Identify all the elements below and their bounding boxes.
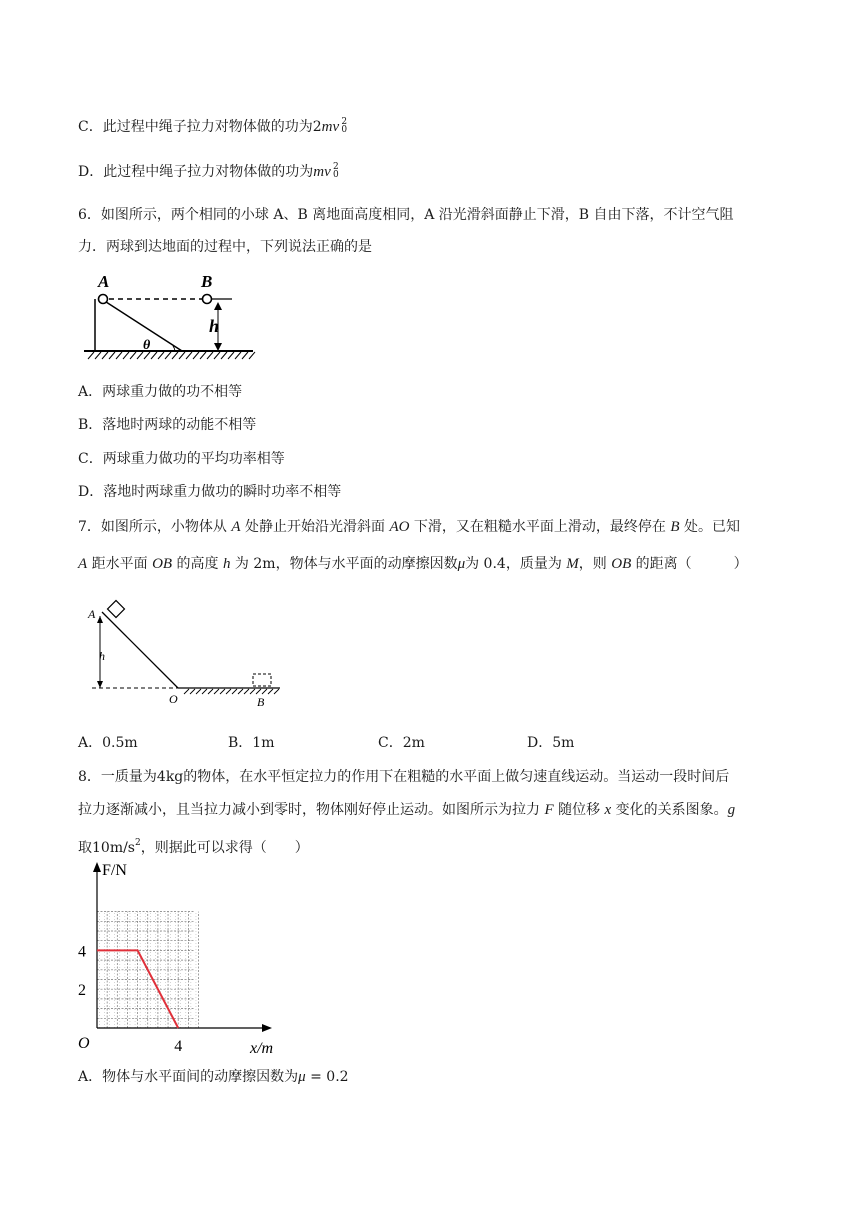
q7-text: ，则: [578, 556, 612, 572]
q7-stem-line2: [78, 554, 748, 574]
ground-hatch: [226, 689, 231, 694]
q7-text: 的高度: [172, 556, 223, 572]
q5-option-c-sub: 0: [341, 125, 348, 135]
q8-text: ，则据此可以求得（ ）: [140, 840, 309, 856]
origin-label: O: [78, 1035, 90, 1052]
q7-var-h: h: [222, 556, 231, 572]
q8-var-x: x: [604, 802, 612, 818]
q6-option-a: A．两球重力做的功不相等: [78, 384, 243, 400]
ground-hatch: [123, 352, 129, 359]
q8-stem-line3: [78, 833, 309, 858]
q8-text: 变化的关系图象。: [611, 802, 728, 818]
ground-hatch: [202, 689, 207, 694]
ground-hatch: [102, 352, 108, 359]
q7-var-a: A: [231, 519, 241, 535]
ground-hatch: [256, 689, 261, 694]
q7-option-d: D．5m: [527, 735, 575, 751]
q5-option-d-v: v: [324, 164, 331, 180]
q7-stem-line1: [78, 517, 740, 537]
q6-label-h: h: [209, 316, 220, 336]
ground-hatch: [220, 689, 225, 694]
q8-option-a-text: A．物体与水平面间的动摩擦因数为: [78, 1069, 299, 1085]
q7-var-ao: AO: [389, 519, 410, 535]
q7-var-b: B: [670, 519, 680, 535]
ground-hatch: [235, 352, 241, 359]
ground-hatch: [274, 689, 279, 694]
q7-text: 的距离（ ）: [631, 556, 748, 572]
ground-hatch: [144, 352, 150, 359]
ground-hatch: [137, 352, 143, 359]
q6-label-b: B: [201, 272, 213, 291]
q6-figure: [78, 270, 263, 360]
ground-hatch: [184, 689, 189, 694]
ground-hatch: [186, 352, 192, 359]
ground-hatch: [196, 689, 201, 694]
q7-option-a: A．0.5m: [78, 735, 138, 751]
q7-block: [108, 601, 125, 618]
ground-hatch: [130, 352, 136, 359]
x-tick-label: 4: [174, 1038, 183, 1055]
ground-hatch: [228, 352, 234, 359]
q6-option-c: C．两球重力做功的平均功率相等: [78, 451, 285, 467]
ground-hatch: [116, 352, 122, 359]
ground-hatch: [214, 352, 220, 359]
ground-hatch: [207, 352, 213, 359]
ground-hatch: [165, 352, 171, 359]
q6-label-theta: θ: [143, 338, 151, 353]
ground-hatch: [214, 689, 219, 694]
q6-stem-line1: 6．如图所示，两个相同的小球 A、B 离地面高度相同，A 沿光滑斜面静止下滑，B 自由下落，不计空气阻: [78, 207, 734, 223]
q7-text: 为 2m，物体与水平面的动摩擦因数: [230, 556, 458, 572]
q8-text: 拉力逐渐减小，且当拉力减小到零时，物体刚好停止运动。如图所示为拉力: [78, 802, 545, 818]
ground-hatch: [262, 689, 267, 694]
q7-text: 下滑，又在粗糙水平面上滑动，最终停在: [409, 519, 671, 535]
q8-sup: 2: [135, 838, 141, 848]
ground-hatch: [109, 352, 115, 359]
ground-hatch: [244, 689, 249, 694]
q8-text: 随位移: [553, 802, 605, 818]
q6-option-d: D．落地时两球重力做功的瞬时功率不相等: [78, 484, 342, 500]
q7-text: 处。已知: [679, 519, 740, 535]
q7-option-b: B．1m: [228, 735, 275, 751]
ground-hatch: [249, 352, 255, 359]
ground-hatch: [242, 352, 248, 359]
ground-hatch: [232, 689, 237, 694]
q7-text: 处静止开始沿光滑斜面: [240, 519, 390, 535]
q7-var-mu: μ: [457, 556, 466, 572]
q8-option-a-mu: μ: [298, 1069, 306, 1085]
q5-option-c-text: C．此过程中绳子拉力对物体做的功为: [78, 119, 313, 135]
q7-text: 距水平面: [87, 556, 153, 572]
q6-option-b: B．落地时两球的动能不相等: [78, 417, 257, 433]
ground-hatch: [179, 352, 185, 359]
ground-hatch: [221, 352, 227, 359]
q7-label-o: O: [169, 692, 178, 706]
x-axis-label: x/m: [250, 1040, 274, 1056]
q7-option-c: C．2m: [378, 735, 425, 751]
ground-hatch: [158, 352, 164, 359]
q7-var-ob: OB: [152, 556, 173, 572]
q7-label-a: A: [88, 607, 96, 621]
ground-hatch: [208, 689, 213, 694]
q8-option-a-value: = 0.2: [305, 1069, 349, 1085]
y-axis-arrow-icon: [93, 862, 101, 872]
q5-option-d-sub: 0: [333, 170, 339, 180]
ground-hatch: [268, 689, 273, 694]
q5-option-c-v: v: [332, 119, 340, 135]
ground-hatch: [151, 352, 157, 359]
q8-var-f: F: [544, 802, 554, 818]
q8-chart: [72, 858, 282, 1056]
q8-option-a: [78, 1067, 349, 1087]
q5-option-d: [78, 162, 337, 182]
ball-b: [203, 295, 212, 304]
q8-stem-line1: 8．一质量为4kg的物体，在水平恒定拉力的作用下在粗糙的水平面上做匀速直线运动。当运动一段时间后: [78, 769, 730, 785]
ground-hatch: [88, 352, 94, 359]
q7-block-final: [253, 674, 271, 686]
q7-var-ob: OB: [611, 556, 632, 572]
ground-hatch: [172, 352, 178, 359]
q7-var-a: A: [78, 556, 88, 572]
q7-text: 为 0.4，质量为: [465, 556, 567, 572]
q5-option-c-sup: 2: [341, 117, 348, 127]
q7-figure: [78, 592, 288, 714]
ground-hatch: [190, 689, 195, 694]
ground-hatch: [238, 689, 243, 694]
q7-var-m: M: [566, 556, 579, 572]
q6-label-a: A: [98, 272, 110, 291]
y-tick-label: 4: [78, 943, 86, 961]
q5-option-c-coef: 2: [312, 119, 322, 135]
ground-hatch: [193, 352, 199, 359]
q8-stem-line2: [78, 800, 735, 820]
x-axis-arrow-icon: [262, 1024, 272, 1032]
q7-label-b: B: [257, 695, 265, 709]
q6-stem-line2: 力．两球到达地面的过程中，下列说法正确的是: [78, 239, 372, 255]
q5-option-d-sup: 2: [333, 162, 339, 172]
ground-hatch: [95, 352, 101, 359]
y-tick-label: 2: [78, 982, 86, 1000]
q5-option-d-m: m: [313, 164, 325, 180]
q7-label-h: h: [99, 649, 105, 663]
q8-text: 取10m/s: [78, 840, 135, 856]
q5-option-c-m: m: [321, 119, 333, 135]
ball-a: [99, 295, 108, 304]
ground-hatch: [200, 352, 206, 359]
q5-option-c: [78, 117, 348, 137]
q8-var-g: g: [727, 802, 736, 818]
ground-hatch: [250, 689, 255, 694]
y-axis-label: F/N: [102, 862, 127, 879]
q5-option-d-text: D．此过程中绳子拉力对物体做的功为: [78, 164, 314, 180]
q7-text: 7．如图所示，小物体从: [78, 519, 232, 535]
